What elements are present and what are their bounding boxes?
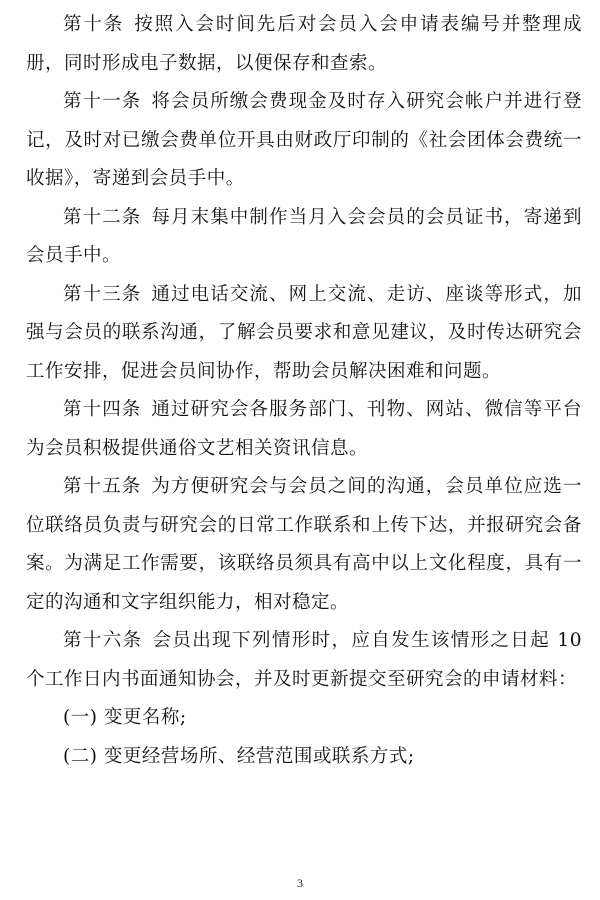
article-13 [26, 276, 582, 392]
article-text: 通过研究会各服务部门、刊物、网站、微信等平台为会员积极提供通俗文艺相关资讯信息。 [26, 399, 582, 459]
list-item [26, 738, 582, 777]
article-number: 第十一条 [63, 91, 142, 112]
article-text: 按照入会时间先后对会员入会申请表编号并整理成册，同时形成电子数据，以便保存和查索。 [26, 14, 582, 74]
article-10 [26, 6, 582, 83]
article-text: 为方便研究会与会员之间的沟通，会员单位应选一位联络员负责与研究会的日常工作联系和上传下达，并报研究会备案。为满足工作需要，该联络员须具有高中以上文化程度，具有一定的沟通和文字组织能力，相对稳定。 [26, 476, 582, 613]
article-number: 第十三条 [63, 283, 142, 305]
article-text: 每月末集中制作当月入会会员的会员证书，寄递到会员手中。 [26, 206, 582, 266]
article-number: 第十二条 [63, 206, 142, 228]
article-number: 第十六条 [63, 630, 143, 651]
article-text: 通过电话交流、网上交流、走访、座谈等形式，加强与会员的联系沟通，了解会员要求和意见建议，及时传达研究会工作安排，促进会员间协作，帮助会员解决困难和问题。 [26, 283, 582, 382]
page-number: 3 [297, 876, 303, 890]
article-text: 将会员所缴会费现金及时存入研究会帐户并进行登记，及时对已缴会费单位开具由财政厅印制的《社会团体会费统一收据》，寄递到会员手中。 [26, 91, 582, 189]
list-item-marker: (二) [63, 745, 98, 767]
article-number: 第十条 [63, 14, 125, 35]
list-item [26, 699, 582, 738]
list-item-marker: (一) [63, 707, 98, 728]
article-16 [26, 622, 582, 699]
article-12 [26, 199, 582, 276]
article-11 [26, 83, 582, 199]
list-item-text: 变更经营场所、经营范围或联系方式; [103, 745, 415, 767]
article-number: 第十五条 [63, 476, 142, 497]
article-15 [26, 468, 582, 622]
article-number: 第十四条 [63, 399, 142, 420]
document-body [26, 6, 582, 776]
article-14 [26, 391, 582, 468]
article-text: 会员出现下列情形时，应自发生该情形之日起 10 个工作日内书面通知协会，并及时更新提交至研究会的申请材料： [26, 630, 582, 690]
list-item-text: 变更名称; [103, 707, 187, 728]
